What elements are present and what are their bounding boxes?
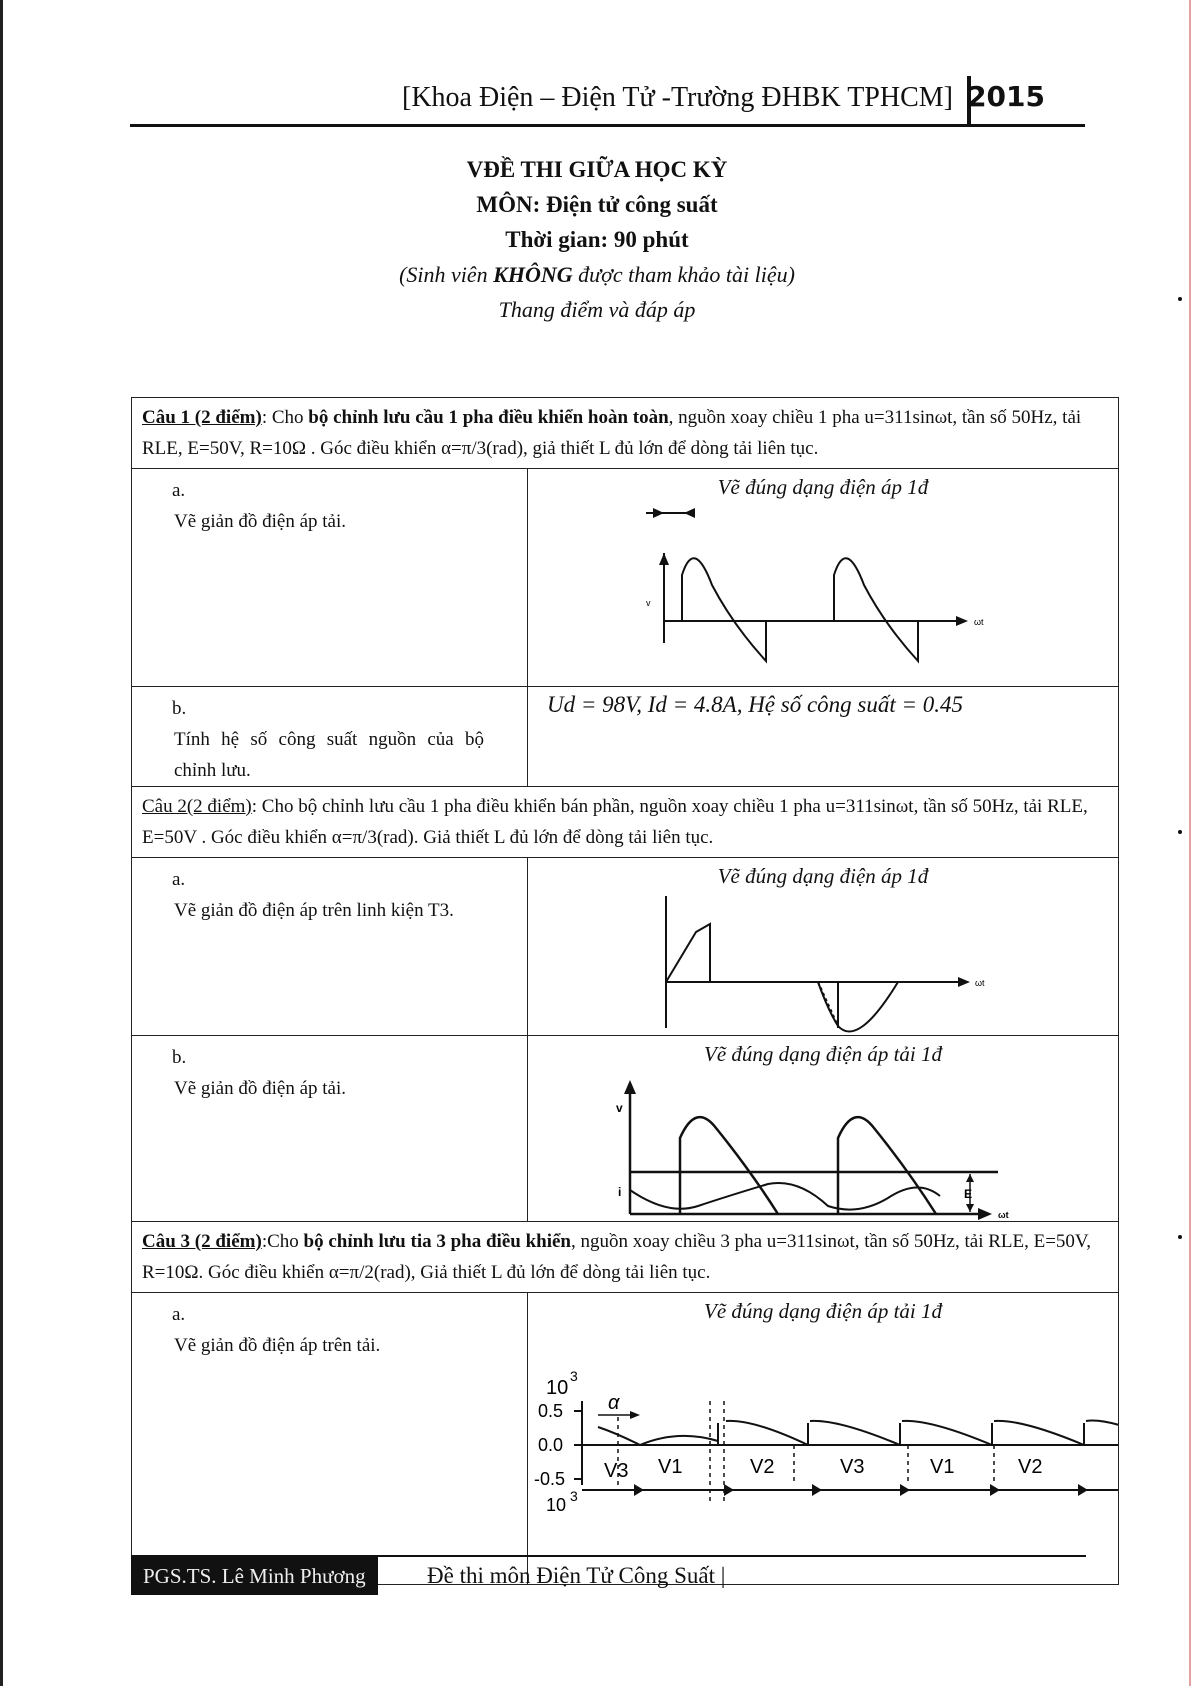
author: PGS.TS. Lê Minh Phương bbox=[131, 1557, 378, 1595]
q3-segment-label: V3 bbox=[604, 1460, 629, 1482]
note-prefix: (Sinh viên bbox=[399, 262, 494, 287]
q2a-wave-negative bbox=[818, 982, 898, 1032]
q3-diode-marker bbox=[724, 1484, 734, 1496]
q3-segment-label: V2 bbox=[1018, 1456, 1043, 1478]
q2b-graph bbox=[528, 1066, 1119, 1226]
subject-title: MÔN: Điện tử công suất bbox=[476, 192, 718, 217]
page-footer bbox=[131, 1555, 1086, 1595]
q3-scale-bottom-exp: 3 bbox=[570, 1488, 578, 1504]
q1a-row bbox=[132, 469, 1119, 687]
note-bold: KHÔNG bbox=[493, 262, 573, 287]
q2b-vd-wave-1 bbox=[680, 1117, 778, 1214]
q2a-graph bbox=[528, 886, 1119, 1036]
q3-alpha-label: α bbox=[608, 1392, 620, 1414]
q2b-e-arrow-up bbox=[966, 1174, 974, 1182]
q2b-x-label: ωt bbox=[998, 1210, 1009, 1220]
exam-note bbox=[0, 257, 1194, 292]
q2a-x-label: ωt bbox=[975, 978, 985, 988]
q3a-answer-title: Vẽ đúng dạng điện áp tải 1đ bbox=[704, 1299, 942, 1323]
year: 2015 bbox=[967, 80, 1045, 113]
margin-dot bbox=[1178, 830, 1182, 834]
q1-y-label: v bbox=[646, 598, 651, 608]
q1-statement bbox=[132, 398, 1119, 469]
q2a-x-arrow bbox=[958, 977, 970, 987]
q1b-formula: Ud = 98V, Id = 4.8A, Hệ số công suất = 0.45 bbox=[547, 692, 964, 717]
q3a-text: Vẽ giản đồ điện áp trên tải. bbox=[174, 1335, 381, 1356]
q1a-text: Vẽ giản đồ điện áp tải. bbox=[174, 511, 347, 532]
q2b-e-arrow-down bbox=[966, 1204, 974, 1212]
q1-text-bold: bộ chỉnh lưu cầu 1 pha điều khiển hoàn toàn bbox=[308, 407, 669, 428]
q3-row bbox=[132, 1222, 1119, 1293]
q2a-prompt bbox=[132, 858, 528, 1036]
answer-key-title: Thang điểm và đáp áp bbox=[498, 297, 696, 322]
q1a-label: a. bbox=[172, 480, 186, 501]
q2b-id-wave bbox=[630, 1183, 940, 1210]
q2b-prompt bbox=[132, 1036, 528, 1222]
q3-segment-label: V3 bbox=[840, 1456, 865, 1478]
course-name: Đề thi môn Điện Tử Công Suất | bbox=[427, 1563, 726, 1588]
q1-text: : Cho bbox=[261, 407, 309, 428]
q1a-answer bbox=[528, 469, 1119, 687]
q3-segment-label: V1 bbox=[930, 1456, 955, 1478]
q3-graph bbox=[528, 1329, 1119, 1579]
q2b-row bbox=[132, 1036, 1119, 1222]
q2-row bbox=[132, 787, 1119, 858]
q2b-i-label: i bbox=[618, 1185, 622, 1199]
q3-diode-marker bbox=[900, 1484, 910, 1496]
q2a-wave-positive bbox=[666, 924, 710, 982]
q3-diode-marker bbox=[1078, 1484, 1088, 1496]
q3-tick-label: 0.0 bbox=[538, 1435, 564, 1455]
q2-text: : Cho bộ chỉnh lưu cầu 1 pha điều khiển bán phần, nguồn xoay chiều 1 pha u=311sinωt, tần số 50Hz, tải RLE, E=50V . Góc điều khiển α=π/3(rad). Giả thiết L đủ lớn để dòng tải liên tục. bbox=[142, 796, 1088, 848]
q1-row bbox=[132, 398, 1119, 469]
q1-y-arrow bbox=[659, 553, 669, 565]
q3-statement bbox=[132, 1222, 1119, 1293]
q3-segment-label: V2 bbox=[750, 1456, 775, 1478]
q2b-e-label: E bbox=[964, 1187, 973, 1201]
q1-alpha-arrow-right bbox=[684, 508, 695, 518]
q2b-x-arrow bbox=[978, 1208, 992, 1220]
q3-diode-marker bbox=[812, 1484, 822, 1496]
time-title: Thời gian: 90 phút bbox=[505, 227, 689, 252]
q2a-answer-title: Vẽ đúng dạng điện áp 1đ bbox=[717, 864, 929, 888]
q3-waveform-segment bbox=[640, 1436, 718, 1445]
q1-wave-1 bbox=[682, 558, 766, 661]
q1-graph bbox=[528, 505, 1119, 685]
q1a-answer-title: Vẽ đúng dạng điện áp 1đ bbox=[717, 475, 929, 499]
q3-scale-bottom: 10 bbox=[546, 1495, 567, 1515]
q2b-answer bbox=[528, 1036, 1119, 1222]
exam-table bbox=[131, 397, 1119, 1585]
q3-text-bold: bộ chỉnh lưu tia 3 pha điều khiển bbox=[303, 1231, 571, 1252]
q1-x-label: ωt bbox=[974, 617, 984, 627]
q2a-label: a. bbox=[172, 869, 186, 890]
q2a-text: Vẽ giản đồ điện áp trên linh kiện T3. bbox=[174, 900, 454, 921]
q3a-answer bbox=[528, 1293, 1119, 1585]
margin-dot bbox=[1178, 297, 1182, 301]
q3-diode-marker bbox=[990, 1484, 1000, 1496]
q1a-prompt bbox=[132, 469, 528, 687]
q2b-answer-title: Vẽ đúng dạng điện áp tải 1đ bbox=[704, 1042, 942, 1066]
q3-text: :Cho bbox=[261, 1231, 304, 1252]
q2b-label: b. bbox=[172, 1047, 187, 1068]
q3-heading: Câu 3 (2 điểm) bbox=[142, 1231, 262, 1252]
q1b-label: b. bbox=[172, 698, 187, 719]
q1-text-rest: , nguồn xoay chiều 1 pha u=311sinωt, tần số 50Hz, tải RLE, E=50V, R=10Ω . Góc điều khiển α=π/3(rad), giả thiết L đủ lớn để dòng tải liên tục. bbox=[142, 407, 1082, 459]
q1-heading: Câu 1 (2 điểm) bbox=[142, 407, 262, 428]
q3-waveform bbox=[598, 1421, 1119, 1446]
q1b-prompt bbox=[132, 687, 528, 787]
page-header bbox=[130, 76, 1085, 127]
q1-alpha-arrow-left bbox=[653, 508, 664, 518]
q1b-answer bbox=[528, 687, 1119, 787]
q3-text-rest: , nguồn xoay chiều 3 pha u=311sinωt, tần số 50Hz, tải RLE, E=50V, R=10Ω. Góc điều khiển α=π/2(rad), Giả thiết L đủ lớn để dòng tải liên tục. bbox=[142, 1231, 1091, 1283]
q2a-row bbox=[132, 858, 1119, 1036]
q3a-prompt bbox=[132, 1293, 528, 1585]
q2b-y-label: v bbox=[616, 1101, 623, 1115]
q3-diode-marker bbox=[634, 1484, 644, 1496]
q3a-row bbox=[132, 1293, 1119, 1585]
q3-scale-top-exp: 3 bbox=[570, 1368, 578, 1384]
q2b-text: Vẽ giản đồ điện áp tải. bbox=[174, 1078, 347, 1099]
q3-alpha-arrowhead bbox=[630, 1411, 640, 1419]
q3-segment-label: V1 bbox=[658, 1456, 683, 1478]
q1b-text: Tính hệ số công suất nguồn của bộ chỉnh lưu. bbox=[174, 729, 484, 781]
q3-tick-label: 0.5 bbox=[538, 1401, 564, 1421]
q2-heading: Câu 2(2 điểm) bbox=[142, 796, 252, 817]
q3-tick-label: -0.5 bbox=[534, 1469, 566, 1489]
q2a-answer bbox=[528, 858, 1119, 1036]
q1-x-arrow bbox=[956, 616, 968, 626]
institution: [Khoa Điện – Điện Tử -Trường ĐHBK TPHCM] bbox=[402, 82, 953, 113]
exam-titles bbox=[0, 152, 1194, 327]
q1b-row bbox=[132, 687, 1119, 787]
margin-dot bbox=[1178, 1235, 1182, 1239]
q1-wave-2 bbox=[834, 558, 918, 661]
q2b-y-arrow bbox=[624, 1080, 636, 1094]
note-suffix: được tham khảo tài liệu) bbox=[572, 262, 795, 287]
q3a-label: a. bbox=[172, 1304, 186, 1325]
exam-title: VĐỀ THI GIỮA HỌC KỲ bbox=[466, 157, 728, 182]
q3-scale-top: 10 bbox=[546, 1377, 569, 1399]
q2-statement bbox=[132, 787, 1119, 858]
